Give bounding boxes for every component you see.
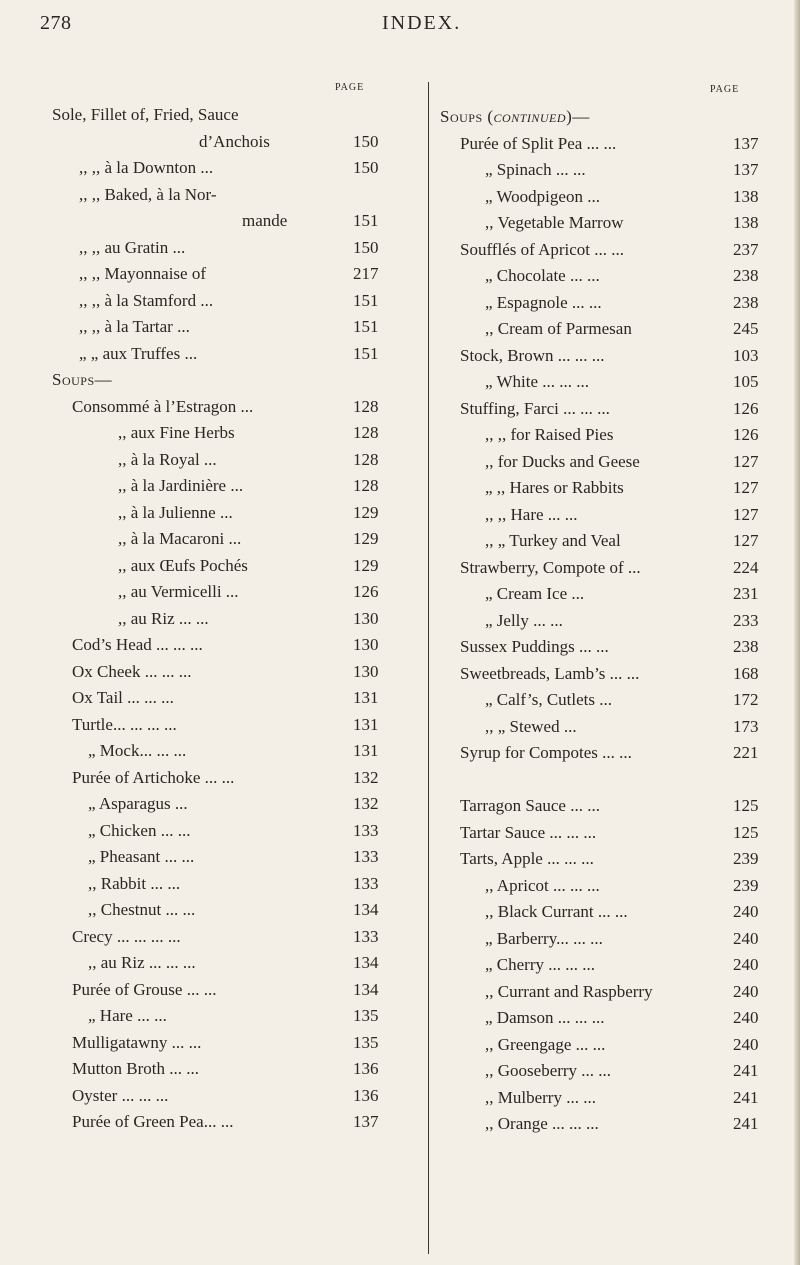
index-entry (52, 102, 412, 129)
entry-page-number: 240 (733, 1034, 759, 1054)
index-entry (52, 844, 412, 871)
index-entry (440, 581, 787, 608)
entry-label: ,, for Ducks and Geese (485, 451, 640, 471)
index-entry (52, 420, 412, 447)
entry-page-number: 105 (733, 372, 759, 391)
entry-page-number: 129 (353, 555, 379, 575)
entry-label: Tarts, Apple ... ... ... (460, 849, 594, 868)
index-entry (440, 952, 787, 979)
index-entry (440, 210, 787, 237)
entry-label: Tartar Sauce ... ... ... (460, 822, 597, 842)
index-entry (440, 369, 787, 396)
entry-label: ,, ,, Baked, à la Nor- (79, 184, 217, 204)
index-entry (440, 422, 787, 449)
entry-label: d’Anchois (199, 131, 270, 151)
entry-page-number: 151 (353, 343, 379, 363)
index-entry (440, 475, 787, 502)
entry-page-number: 131 (353, 688, 379, 707)
entry-page-number: 128 (353, 449, 379, 469)
page-number: 278 (40, 12, 72, 34)
entry-page-number: 126 (733, 425, 759, 444)
entry-page-number: 173 (733, 716, 759, 736)
entry-label: „ White ... ... ... (485, 372, 590, 391)
index-entry (440, 767, 787, 794)
entry-page-number: 138 (733, 186, 759, 206)
index-entries-left (52, 102, 412, 1136)
index-entry (52, 738, 412, 765)
index-entry (52, 235, 412, 262)
index-entry (52, 1003, 412, 1030)
entry-label: Soups (continued)— (440, 107, 590, 126)
index-entry (440, 740, 787, 767)
index-entry (52, 1056, 412, 1083)
index-entry (52, 977, 412, 1004)
entry-label: Tarragon Sauce ... ... (460, 796, 600, 815)
index-entry (52, 579, 412, 606)
entry-label: Crecy ... ... ... ... (72, 926, 181, 946)
index-entry (52, 473, 412, 500)
entry-page-number: 133 (353, 926, 379, 946)
entry-page-number: 238 (733, 266, 759, 285)
entry-label: Oyster ... ... ... (72, 1085, 169, 1105)
entry-label: Turtle... ... ... ... (72, 714, 177, 734)
entry-page-number: 241 (733, 1087, 759, 1107)
entry-label: ,, à la Macaroni ... (118, 529, 242, 548)
entry-label: „ Asparagus ... (88, 794, 188, 813)
entry-page-number: 131 (353, 741, 379, 760)
entry-page-number: 137 (733, 160, 759, 179)
entry-page-number: 137 (733, 133, 759, 153)
entry-page-number: 126 (353, 582, 379, 601)
index-entry (52, 447, 412, 474)
index-entry (440, 263, 787, 290)
index-entry (52, 208, 412, 235)
entry-page-number: 136 (353, 1085, 379, 1105)
entry-page-number: 127 (733, 504, 759, 524)
entry-label: Consommé à l’Estragon ... (72, 396, 254, 416)
entry-page-number: 241 (733, 1061, 759, 1080)
entry-label: mande (242, 211, 288, 230)
page-edge-shadow (794, 0, 800, 1265)
entry-label: „ Pheasant ... ... (88, 847, 195, 866)
index-entry (52, 1030, 412, 1057)
entry-page-number: 221 (733, 743, 759, 762)
entry-page-number: 137 (353, 1112, 379, 1131)
entry-label: „ Spinach ... ... (485, 160, 586, 179)
index-entry (52, 818, 412, 845)
index-entry (52, 500, 412, 527)
entry-page-number: 103 (733, 345, 759, 365)
entry-page-number: 241 (733, 1114, 759, 1133)
entry-label: ,, Greengage ... ... (485, 1034, 606, 1054)
entry-label: Sole, Fillet of, Fried, Sauce (52, 105, 239, 124)
entry-label: ,, à la Julienne ... (118, 502, 233, 522)
index-entry (440, 873, 787, 900)
index-entry (52, 1109, 412, 1136)
index-entry (440, 1058, 787, 1085)
entry-label: „ Barberry... ... ... (485, 928, 603, 948)
index-entry (440, 157, 787, 184)
entry-page-number: 238 (733, 292, 759, 312)
entry-page-number: 172 (733, 690, 759, 709)
entry-page-number: 237 (733, 239, 759, 259)
index-entry (440, 687, 787, 714)
entry-label: Mulligatawny ... ... (72, 1032, 202, 1052)
entry-label: „ „ aux Truffes ... (79, 343, 198, 363)
entry-label: ,, Mulberry ... ... (485, 1087, 596, 1107)
entry-label: Stuffing, Farci ... ... ... (460, 398, 610, 418)
entry-page-number: 129 (353, 502, 379, 522)
index-entry (440, 104, 787, 131)
entry-label: Mutton Broth ... ... (72, 1059, 200, 1078)
page-header (40, 12, 800, 42)
index-entry (52, 526, 412, 553)
running-head: INDEX. (382, 12, 462, 34)
index-entry (52, 367, 412, 394)
index-entry (440, 608, 787, 635)
entry-page-number: 239 (733, 849, 759, 868)
entry-label: ,, au Vermicelli ... (118, 582, 239, 601)
entry-page-number: 128 (353, 396, 379, 416)
index-entry (440, 290, 787, 317)
entry-label: „ Cherry ... ... ... (485, 955, 596, 974)
index-entry (52, 1083, 412, 1110)
entry-page-number: 133 (353, 820, 379, 840)
page-column-label: PAGE (710, 84, 740, 95)
entry-page-number: 136 (353, 1059, 379, 1078)
entry-label: ,, Rabbit ... ... (88, 873, 181, 893)
entry-label: „ Woodpigeon ... (485, 186, 600, 206)
entry-page-number: 240 (733, 981, 759, 1001)
entry-page-number: 239 (733, 875, 759, 895)
index-entry (440, 899, 787, 926)
entry-label: ,, à la Royal ... (118, 449, 217, 469)
entry-page-number: 150 (353, 131, 379, 151)
index-entry (440, 634, 787, 661)
entry-page-number: 132 (353, 767, 379, 787)
index-entry (440, 237, 787, 264)
entry-label: „ Mock... ... ... (88, 741, 187, 760)
entry-label: „ Hare ... ... (88, 1006, 167, 1025)
entry-label: „ Cream Ice ... (485, 584, 585, 603)
entry-label: Ox Tail ... ... ... (72, 688, 174, 707)
entry-label: Purée of Split Pea ... ... (460, 133, 617, 153)
index-entry (440, 820, 787, 847)
index-entry (52, 897, 412, 924)
entry-label: „ Chocolate ... ... (485, 266, 600, 285)
index-entry (52, 394, 412, 421)
entry-label: ,, ,, à la Downton ... (79, 158, 214, 177)
index-entry (440, 502, 787, 529)
entry-page-number: 151 (353, 290, 379, 310)
entry-label: ,, au Riz ... ... ... (88, 953, 196, 972)
index-entry (52, 950, 412, 977)
index-entry (52, 606, 412, 633)
entry-label: ,, Cream of Parmesan (485, 319, 632, 338)
entry-label: Stock, Brown ... ... ... (460, 345, 605, 365)
entry-page-number: 238 (733, 637, 759, 656)
index-entry (440, 1111, 787, 1138)
entry-page-number: 168 (733, 663, 759, 683)
entry-page-number: 240 (733, 928, 759, 948)
index-entry (52, 685, 412, 712)
index-entry (52, 871, 412, 898)
entry-label: Soufflés of Apricot ... ... (460, 239, 625, 259)
entry-page-number: 128 (353, 476, 379, 495)
entry-label: ,, ,, for Raised Pies (485, 425, 614, 444)
entry-page-number: 133 (353, 847, 379, 866)
entry-label: ,, Apricot ... ... ... (485, 875, 600, 895)
index-entry (440, 316, 787, 343)
entry-label: ,, aux Œufs Pochés (118, 555, 248, 575)
entry-label: Cod’s Head ... ... ... (72, 635, 203, 654)
index-entry (52, 791, 412, 818)
index-entry (52, 712, 412, 739)
index-entry (440, 1085, 787, 1112)
entry-label: Soups— (52, 370, 113, 389)
entry-page-number: 131 (353, 714, 379, 734)
entry-page-number: 240 (733, 955, 759, 974)
index-entry (52, 288, 412, 315)
entry-label: Sussex Puddings ... ... (460, 637, 609, 656)
entry-page-number: 127 (733, 451, 759, 471)
entry-page-number: 151 (353, 317, 379, 336)
entry-page-number: 126 (733, 398, 759, 418)
entry-page-number: 217 (353, 264, 379, 283)
index-entry (52, 261, 412, 288)
entry-label: ,, au Riz ... ... (118, 608, 209, 628)
entry-page-number: 135 (353, 1006, 379, 1025)
entry-label: ,, Gooseberry ... ... (485, 1061, 612, 1080)
entry-page-number: 134 (353, 900, 379, 919)
entry-page-number: 134 (353, 953, 379, 972)
index-entry (440, 528, 787, 555)
index-entries-right (440, 104, 787, 1138)
page-column-label: PAGE (335, 82, 365, 93)
index-entry (440, 661, 787, 688)
entry-label: „ Calf’s, Cutlets ... (485, 690, 613, 709)
entry-page-number: 135 (353, 1032, 379, 1052)
index-entry (440, 184, 787, 211)
entry-label: „ Chicken ... ... (88, 820, 191, 840)
index-entry (440, 714, 787, 741)
entry-label: ,, Currant and Raspberry (485, 981, 653, 1001)
index-entry (440, 1032, 787, 1059)
index-entry (440, 343, 787, 370)
entry-label: ,, ,, au Gratin ... (79, 237, 186, 257)
index-entry (52, 765, 412, 792)
entry-label: „ Jelly ... ... (485, 610, 563, 630)
entry-label: ,, „ Turkey and Veal (485, 531, 621, 550)
entry-label: ,, „ Stewed ... (485, 716, 577, 736)
entry-label: ,, ,, Mayonnaise of (79, 264, 207, 283)
index-entry (52, 341, 412, 368)
entry-label: „ Damson ... ... ... (485, 1008, 605, 1027)
index-entry (52, 924, 412, 951)
index-entry (440, 555, 787, 582)
entry-label: ,, ,, à la Stamford ... (79, 290, 214, 310)
entry-label: Strawberry, Compote of ... (460, 557, 641, 577)
index-entry (52, 314, 412, 341)
entry-label: ,, aux Fine Herbs (118, 423, 235, 442)
index-entry (52, 182, 412, 209)
entry-label: Ox Cheek ... ... ... (72, 661, 192, 681)
index-entry (52, 632, 412, 659)
entry-page-number: 138 (733, 213, 759, 232)
entry-label: ,, Black Currant ... ... (485, 902, 628, 921)
entry-page-number: 231 (733, 584, 759, 603)
index-entry (440, 926, 787, 953)
index-entry (440, 396, 787, 423)
entry-page-number: 127 (733, 531, 759, 550)
index-entry (440, 1005, 787, 1032)
index-entry (440, 846, 787, 873)
entry-label: ,, Vegetable Marrow (485, 213, 624, 232)
entry-page-number: 133 (353, 873, 379, 893)
entry-page-number: 125 (733, 822, 759, 842)
index-entry (440, 793, 787, 820)
index-entry (52, 155, 412, 182)
index-entry (440, 449, 787, 476)
entry-label: Purée of Green Pea... ... (72, 1112, 234, 1131)
entry-page-number: 130 (353, 661, 379, 681)
entry-page-number: 127 (733, 478, 759, 497)
entry-label: ,, à la Jardinière ... (118, 476, 244, 495)
entry-label: ,, Orange ... ... ... (485, 1114, 599, 1133)
entry-label: Sweetbreads, Lamb’s ... ... (460, 663, 640, 683)
entry-page-number: 129 (353, 529, 379, 548)
entry-label: ,, ,, à la Tartar ... (79, 317, 190, 336)
entry-page-number: 150 (353, 237, 379, 257)
entry-page-number: 245 (733, 319, 759, 338)
column-divider (428, 82, 429, 1254)
entry-page-number: 151 (353, 211, 379, 230)
entry-label: „ ,, Hares or Rabbits (485, 478, 624, 497)
index-entry (440, 131, 787, 158)
entry-label: „ Espagnole ... ... (485, 292, 602, 312)
entry-label: ,, Chestnut ... ... (88, 900, 196, 919)
entry-label: Purée of Grouse ... ... (72, 979, 217, 999)
entry-page-number: 233 (733, 610, 759, 630)
entry-page-number: 130 (353, 635, 379, 654)
entry-page-number: 224 (733, 557, 759, 577)
entry-page-number: 150 (353, 158, 379, 177)
entry-page-number: 134 (353, 979, 379, 999)
entry-page-number: 128 (353, 423, 379, 442)
index-entry (52, 659, 412, 686)
entry-page-number: 240 (733, 902, 759, 921)
index-entry (52, 129, 412, 156)
entry-label: Purée of Artichoke ... ... (72, 767, 235, 787)
entry-label: Syrup for Compotes ... ... (460, 743, 632, 762)
index-entry (440, 979, 787, 1006)
entry-page-number: 240 (733, 1008, 759, 1027)
entry-page-number: 130 (353, 608, 379, 628)
index-entry (52, 553, 412, 580)
entry-label: ,, ,, Hare ... ... (485, 504, 578, 524)
entry-page-number: 132 (353, 794, 379, 813)
entry-page-number: 125 (733, 796, 759, 815)
